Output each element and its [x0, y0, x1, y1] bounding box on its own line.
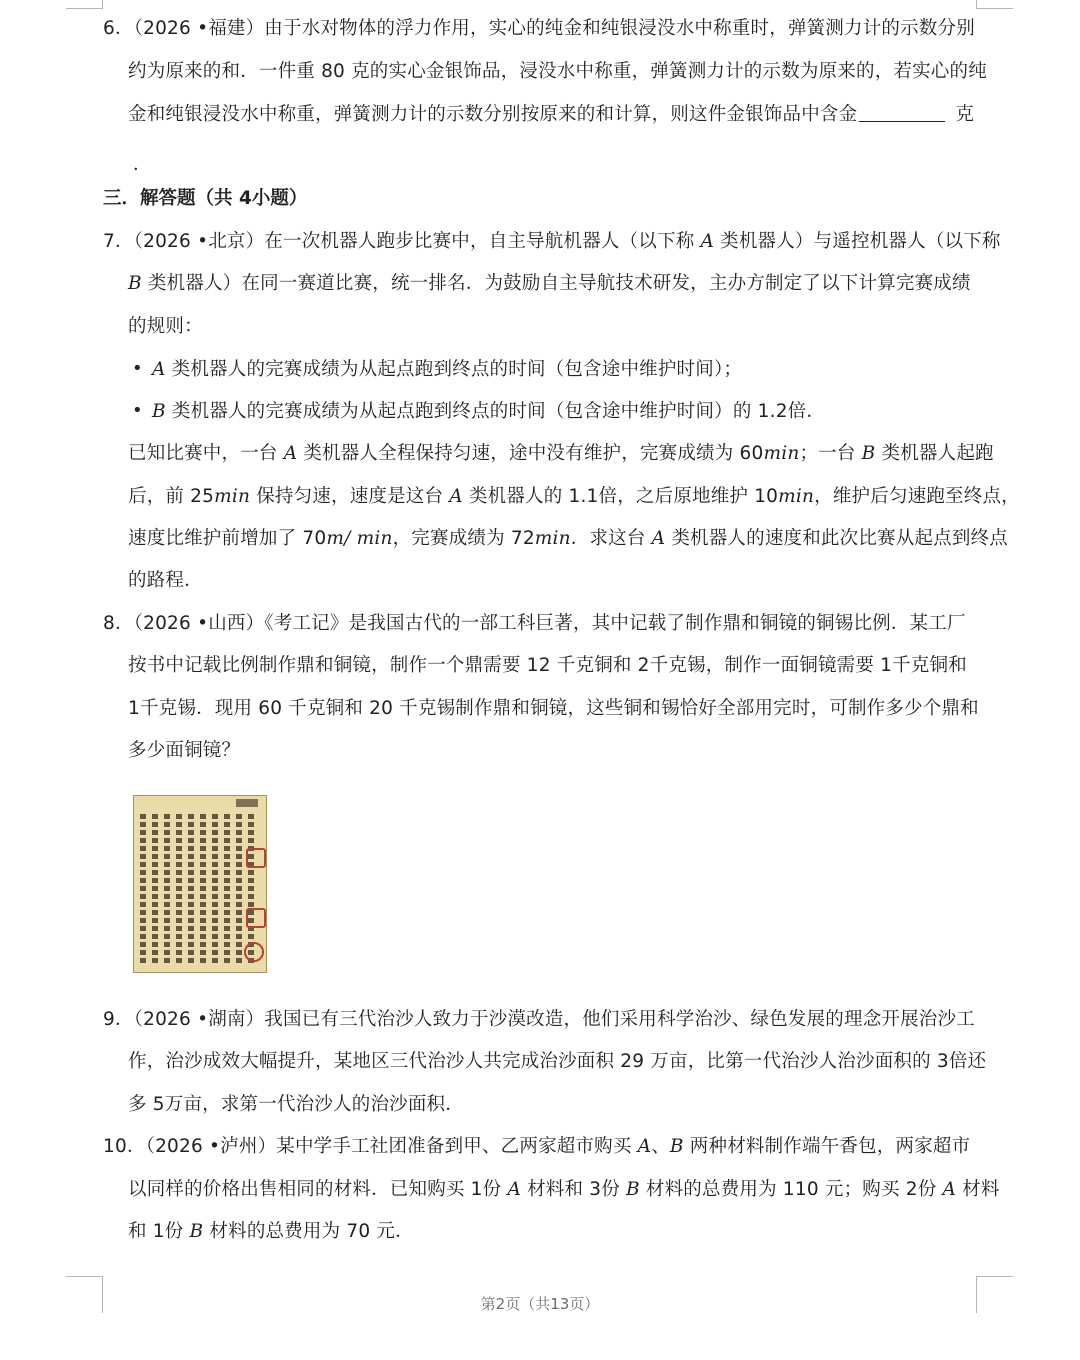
q8-number: 8． [103, 613, 134, 634]
q6-line-4: ． [133, 154, 151, 175]
q7-line-7: 后，前 25min 保持匀速，速度是这台 A 类机器人的 1.1倍，之后原地维护 10min，维护后匀速跑至终点， [128, 486, 1020, 507]
q8-line-4: 多少面铜镜？ [128, 740, 241, 761]
q9-line-2: 作，治沙成效大幅提升，某地区三代治沙人共完成治沙面积 29 万亩，比第一代治沙人治沙面积的 3倍还 [128, 1051, 987, 1072]
q9-line-1: 9．（2026 •湖南）我国已有三代治沙人致力于沙漠改造，他们采用科学治沙、绿色发展的理念开展治沙工 [103, 1009, 975, 1030]
q7-line-2: B 类机器人）在同一赛道比赛，统一排名．为鼓励自主导航技术研发，主办方制定了以下计算完赛成绩 [128, 273, 971, 294]
q10-line-3: 和 1份 B 材料的总费用为 70 元． [128, 1221, 414, 1242]
q7-line-8: 速度比维护前增加了 70m/ min，完赛成绩为 72min．求这台 A 类机器人的速度和此次比赛从起点到终点 [128, 528, 1008, 549]
q8-line-2: 按书中记载比例制作鼎和铜镜，制作一个鼎需要 12 千克铜和 2千克锡，制作一面铜镜需要 1千克铜和 [128, 655, 967, 676]
q7-rule-b: B 类机器人的完赛成绩为从起点跑到终点的时间（包含途中维护时间）的 1.2倍． [152, 401, 826, 422]
q7-line-9: 的路程． [128, 570, 203, 591]
section-heading: 三．解答题（共 4小题） [103, 188, 308, 209]
crop-mark-top-left [66, 0, 103, 9]
q6-line-1: 6．（2026 •福建）由于水对物体的浮力作用，实心的纯金和纯银浸没水中称重时，弹簧测力计的示数分别 [103, 18, 975, 39]
q6-line-2: 约为原来的和．一件重 80 克的实心金银饰品，浸没水中称重，弹簧测力计的示数为原来的，若实心的纯 [128, 61, 987, 82]
q7-line-1: 7．（2026 •北京）在一次机器人跑步比赛中，自主导航机器人（以下称 A 类机器人）与遥控机器人（以下称 [103, 231, 1001, 252]
q9-line-3: 多 5万亩，求第一代治沙人的治沙面积． [128, 1094, 464, 1115]
q10-line-2: 以同样的价格出售相同的材料．已知购买 1份 A 材料和 3份 B 材料的总费用为 110 元；购买 2份 A 材料 [128, 1179, 1000, 1200]
bullet-1: • [132, 358, 143, 379]
q10-number: 10． [103, 1136, 146, 1157]
q7-line-3: 的规则： [128, 316, 203, 337]
bullet-2: • [132, 400, 143, 421]
crop-mark-top-right [976, 0, 1013, 9]
q6-number: 6． [103, 18, 134, 39]
q6-line-3: 金和纯银浸没水中称重，弹簧测力计的示数分别按原来的和计算，则这件金银饰品中含金 克 [128, 104, 975, 125]
answer-blank[interactable] [859, 103, 945, 122]
q9-number: 9． [103, 1009, 134, 1030]
q10-line-1: 10．（2026 •泸州）某中学手工社团准备到甲、乙两家超市购买 A、B 两种材料制作端午香包，两家超市 [103, 1136, 971, 1157]
page-footer: 第2页（共13页） [480, 1295, 600, 1313]
q7-line-6: 已知比赛中，一台 A 类机器人全程保持匀速，途中没有维护，完赛成绩为 60min；一台 B 类机器人起跑 [128, 443, 994, 464]
kaogongji-book-image [133, 795, 267, 973]
q8-line-3: 1千克锡．现用 60 千克铜和 20 千克锡制作鼎和铜镜，这些铜和锡恰好全部用完时，可制作多少个鼎和 [128, 698, 979, 719]
q7-number: 7． [103, 231, 134, 252]
q7-rule-a: A 类机器人的完赛成绩为从起点跑到终点的时间（包含途中维护时间）； [152, 359, 743, 380]
q8-line-1: 8．（2026 •山西）《考工记》是我国古代的一部工科巨著，其中记载了制作鼎和铜镜的铜锡比例．某工厂 [103, 613, 966, 634]
